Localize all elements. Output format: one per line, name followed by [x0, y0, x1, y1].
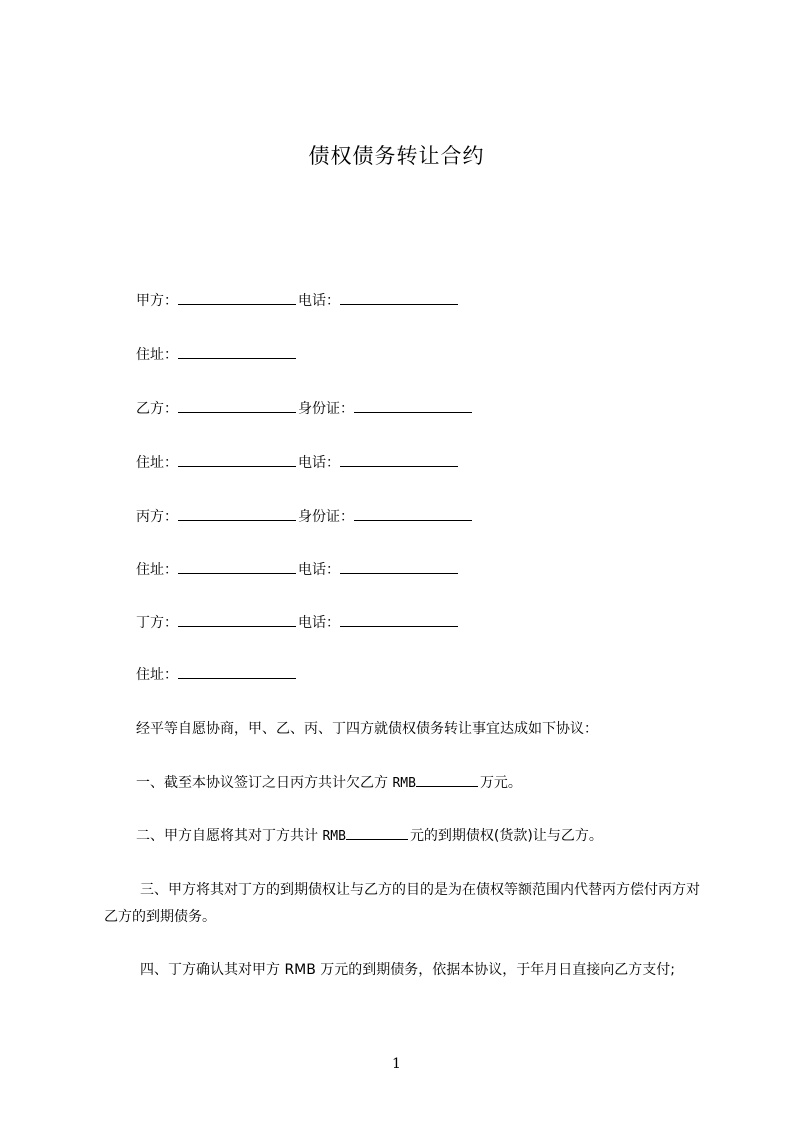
party-d-line: [136, 612, 460, 633]
party-d-phone-label: 电话：: [298, 615, 340, 631]
clause-1-suffix: 万元。: [479, 775, 522, 791]
clause-2: [136, 825, 603, 847]
clause-3: 三、甲方将其对丁方的到期债权让与乙方的目的是为在债权等额范围内代替丙方偿付丙方对乙方的到期债务。: [104, 882, 700, 925]
party-c-address-label: 住址：: [136, 562, 178, 578]
party-b-label: 乙方：: [136, 401, 178, 417]
party-d-phone-blank[interactable]: [340, 612, 458, 627]
party-b-address-label: 住址：: [136, 455, 178, 471]
party-b-id-blank[interactable]: [354, 398, 472, 413]
party-a-phone-label: 电话：: [298, 293, 340, 309]
party-a-address-label: 住址：: [136, 347, 178, 363]
intro-text: 经平等自愿协商，甲、乙、丙、丁四方就债权债务转让事宜达成如下协议：: [136, 721, 598, 737]
clause-1-rmb: RMB: [392, 776, 416, 791]
party-a-address-blank[interactable]: [178, 344, 296, 359]
party-c-line: [136, 506, 474, 527]
party-d-name-blank[interactable]: [178, 612, 296, 627]
party-d-address-label: 住址：: [136, 667, 178, 683]
party-b-phone-blank[interactable]: [340, 452, 458, 467]
party-c-id-blank[interactable]: [354, 506, 472, 521]
page-number: 1: [392, 1056, 401, 1072]
clause-1-prefix: 一、截至本协议签订之日丙方共计欠乙方: [136, 775, 393, 791]
party-a-address-line: [136, 344, 298, 365]
party-c-phone-blank[interactable]: [340, 559, 458, 574]
party-b-phone-label: 电话：: [298, 455, 340, 471]
document-title: 债权债务转让合约: [308, 144, 485, 168]
party-b-id-label: 身份证：: [298, 401, 354, 417]
party-a-line: [136, 290, 460, 311]
party-d-label: 丁方：: [136, 615, 178, 631]
clause-1-amount-blank[interactable]: [416, 772, 478, 787]
clause-4: 四、丁方确认其对甲方 RMB 万元的到期债务，依据本协议，于年月日直接向乙方支付;: [140, 962, 676, 978]
party-a-label: 甲方：: [136, 293, 178, 309]
clause-2-rmb: RMB: [322, 829, 346, 844]
party-a-phone-blank[interactable]: [340, 290, 458, 305]
clause-1: [136, 772, 522, 794]
party-b-address-blank[interactable]: [178, 452, 296, 467]
party-c-phone-label: 电话：: [298, 562, 340, 578]
party-b-name-blank[interactable]: [178, 398, 296, 413]
party-c-name-blank[interactable]: [178, 506, 296, 521]
party-b-line: [136, 398, 474, 419]
clause-2-suffix: 元的到期债权(货款)让与乙方。: [409, 828, 603, 844]
clause-2-prefix: 二、甲方自愿将其对丁方共计: [136, 828, 323, 844]
party-c-label: 丙方：: [136, 509, 178, 525]
party-d-address-blank[interactable]: [178, 664, 296, 679]
party-a-name-blank[interactable]: [178, 290, 296, 305]
party-b-address-line: [136, 452, 460, 473]
clause-2-amount-blank[interactable]: [346, 825, 408, 840]
party-c-address-blank[interactable]: [178, 559, 296, 574]
party-d-address-line: [136, 664, 298, 685]
party-c-id-label: 身份证：: [298, 509, 354, 525]
party-c-address-line: [136, 559, 460, 580]
